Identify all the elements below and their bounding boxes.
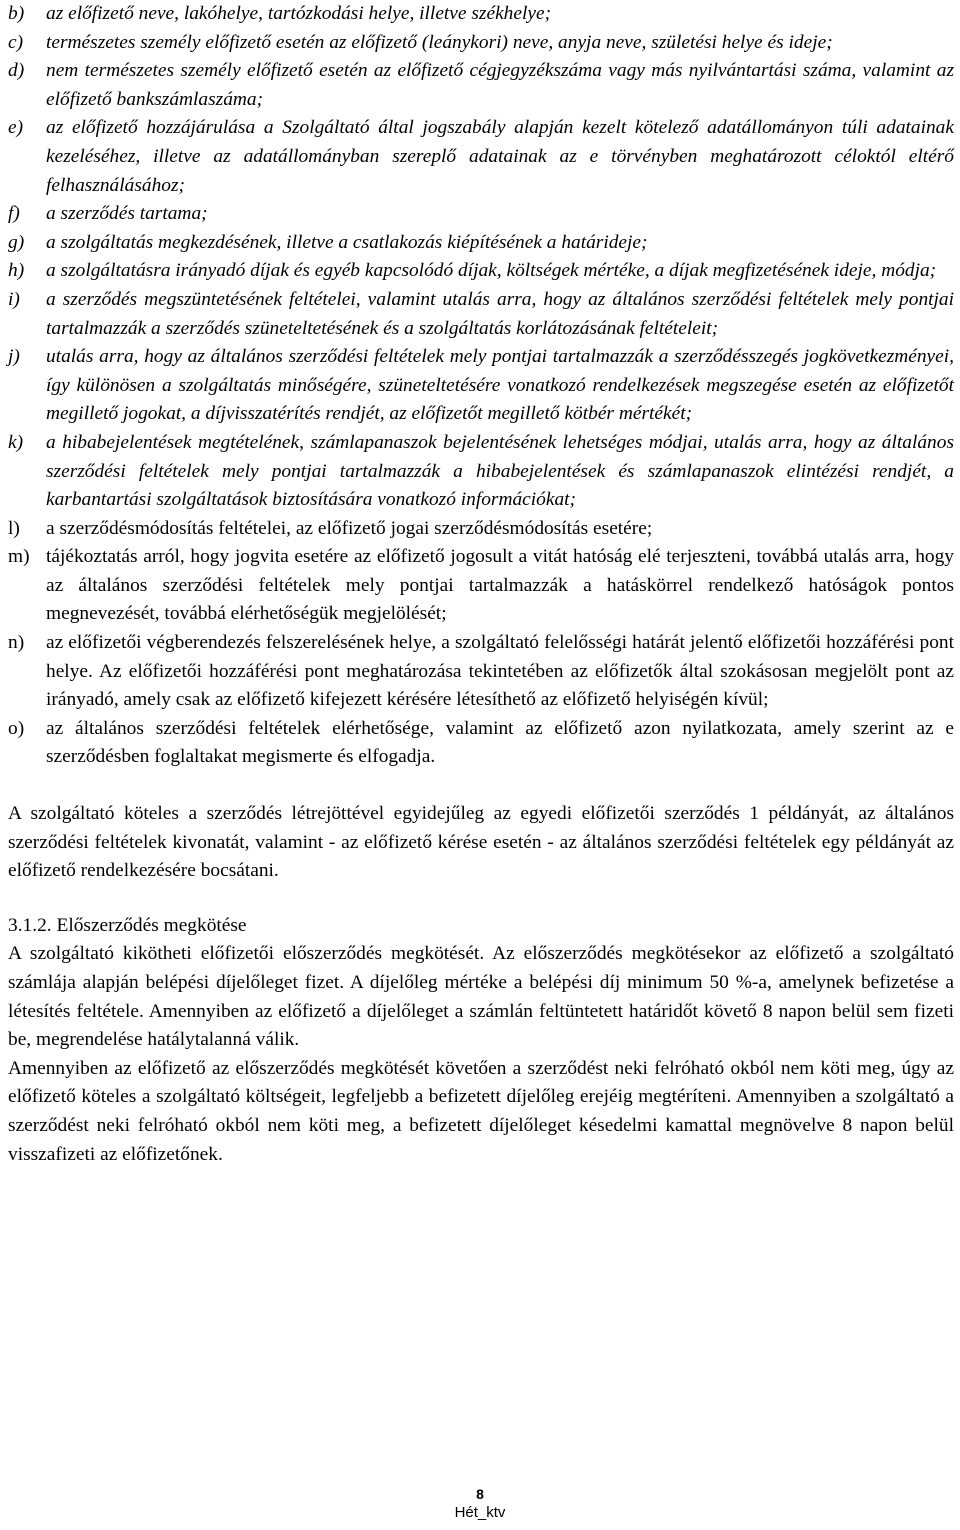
list-marker: h) <box>8 260 25 282</box>
list-item <box>8 0 954 29</box>
list-item-text: tájékoztatás arról, hogy jogvita esetére az előfizető jogosult a vitát hatóság elé terjeszteni, továbbá utalás arra, hogy az általános szerződési feltételek mely pontjai tartalmazzák a hatáskörrel rendelkező hatóságok pontos megnevezését, továbbá elérhetőségük megjelölését; <box>46 546 954 625</box>
list-item <box>8 200 954 229</box>
subscriber-data-list <box>8 0 954 772</box>
list-marker: g) <box>8 231 25 253</box>
spacer <box>8 772 954 800</box>
list-marker: j) <box>8 346 20 368</box>
list-marker: i) <box>8 288 20 310</box>
list-marker: b) <box>8 3 25 24</box>
list-item-text: természetes személy előfizető esetén az előfizető (leánykori) neve, anyja neve, születési helye és ideje; <box>46 31 833 53</box>
list-marker: l) <box>8 517 20 539</box>
list-marker: n) <box>8 632 25 654</box>
footer-label: Hét_ktv <box>454 1504 506 1521</box>
section-paragraph: Amennyiben az előfizető az előszerződés megkötését követően a szerződést neki felróható okból nem köti meg, úgy az előfizető köteles a szolgáltató költségeit, legfeljebb a befizetett díjelőleg erejéig megtéríteni. Amennyiben a szolgáltató a szerződést neki felróható okból nem köti meg, a befizetett díjelőleget késedelmi kamattal megnövelve 8 napon belül visszafizeti az előfizetőnek. <box>8 1057 954 1165</box>
section-heading: 3.1.2. Előszerződés megkötése <box>8 914 247 936</box>
list-item <box>8 229 954 258</box>
list-item <box>8 515 954 544</box>
section-preliminary-contract <box>8 912 954 1169</box>
closing-paragraph: A szolgáltató köteles a szerződés létrejöttével egyidejűleg az egyedi előfizetői szerződés 1 példányát, az általános szerződési feltételek kivonatát, valamint - az előfizető kérése esetén - az általános szerződési feltételek egy példányát az előfizető rendelkezésére bocsátani. <box>8 803 954 882</box>
list-item-text: a szerződésmódosítás feltételei, az előfizető jogai szerződésmódosítás esetére; <box>46 517 653 539</box>
list-item <box>8 429 954 515</box>
list-marker: e) <box>8 117 24 139</box>
list-item-text: a szolgáltatás megkezdésének, illetve a csatlakozás kiépítésének a határideje; <box>46 231 648 253</box>
list-item-text: nem természetes személy előfizető esetén az előfizető cégjegyzékszáma vagy más nyilvántartási száma, valamint az előfizető bankszámlaszáma; <box>46 60 954 110</box>
list-item <box>8 257 954 286</box>
list-item-text: az előfizető neve, lakóhelye, tartózkodási helye, illetve székhelye; <box>46 3 552 24</box>
list-marker: m) <box>8 546 30 568</box>
list-item <box>8 543 954 629</box>
list-item-text: a szolgáltatásra irányadó díjak és egyéb kapcsolódó díjak, költségek mértéke, a díjak megfizetésének ideje, módja; <box>46 260 937 282</box>
list-item-text: az előfizetői végberendezés felszerelésének helye, a szolgáltató felelősségi határát jelentő előfizetői hozzáférési pont helye. Az előfizetői hozzáférési pont meghatározása tekintetében az előfizetők által szokásosan megjelölt pont az irányadó, amely csak az előfizető kifejezett kérésére létesíthető az előfizető helyiségén kívül; <box>46 632 954 711</box>
list-item-text: az általános szerződési feltételek elérhetősége, valamint az előfizető azon nyilatkozata, amely szerint az e szerződésben foglaltakat megismerte és elfogadja. <box>46 717 954 768</box>
list-item <box>8 29 954 58</box>
page-number: 8 <box>476 1486 484 1502</box>
list-item <box>8 629 954 715</box>
list-item-text: a szerződés megszüntetésének feltételei, valamint utalás arra, hogy az általános szerződési feltételek mely pontjai tartalmazzák a szerződés szüneteltetésének és a szolgáltatás korlátozásának feltételeit; <box>46 288 954 339</box>
list-item <box>8 114 954 200</box>
section-paragraph: A szolgáltató kikötheti előfizetői előszerződés megkötését. Az előszerződés megkötésekor az előfizető a szolgáltató számlája alapján belépési díjelőleget fizet. A díjelőleg mértéke a belépési díj minimum 50 %-a, amelynek befizetése a létesítés feltétele. Amennyiben az előfizető a díjelőleget a számlán feltüntetett határidőt követő 8 napon belül sem fizeti be, megrendelése hatálytalanná válik. <box>8 943 954 1051</box>
list-marker: d) <box>8 60 25 82</box>
list-item <box>8 715 954 772</box>
list-item-text: a szerződés tartama; <box>46 203 208 225</box>
list-marker: c) <box>8 31 24 53</box>
list-item-text: az előfizető hozzájárulása a Szolgáltató által jogszabály alapján kezelt kötelező adatállományon túli adatainak kezeléséhez, illetve az adatállományban szereplő adatainak az e törvényben meghatározott céloktól eltérő felhasználásához; <box>46 117 954 196</box>
list-marker: o) <box>8 717 25 739</box>
list-marker: f) <box>8 203 20 225</box>
list-item <box>8 343 954 429</box>
list-marker: k) <box>8 431 24 453</box>
list-item <box>8 286 954 343</box>
document-page <box>8 0 954 1169</box>
list-item <box>8 57 954 114</box>
spacer <box>8 886 954 912</box>
list-item-text: a hibabejelentések megtételének, számlapanaszok bejelentésének lehetséges módjai, utalás arra, hogy az általános szerződési feltételek mely pontjai tartalmazzák a hibabejelentések és számlapanaszok elintézési rendjét, a karbantartási szolgáltatások biztosítására vonatkozó információkat; <box>46 431 954 511</box>
list-item-text: utalás arra, hogy az általános szerződési feltételek mely pontjai tartalmazzák a szerződésszegés jogkövetkezményei, így különösen a szolgáltatás minőségére, szüneteltetésére vonatkozó rendelkezések megszegése esetén az előfizetőt megillető jogokat, a díjvisszatérítés rendjét, az előfizetőt megillető kötbér mértékét; <box>46 346 954 425</box>
